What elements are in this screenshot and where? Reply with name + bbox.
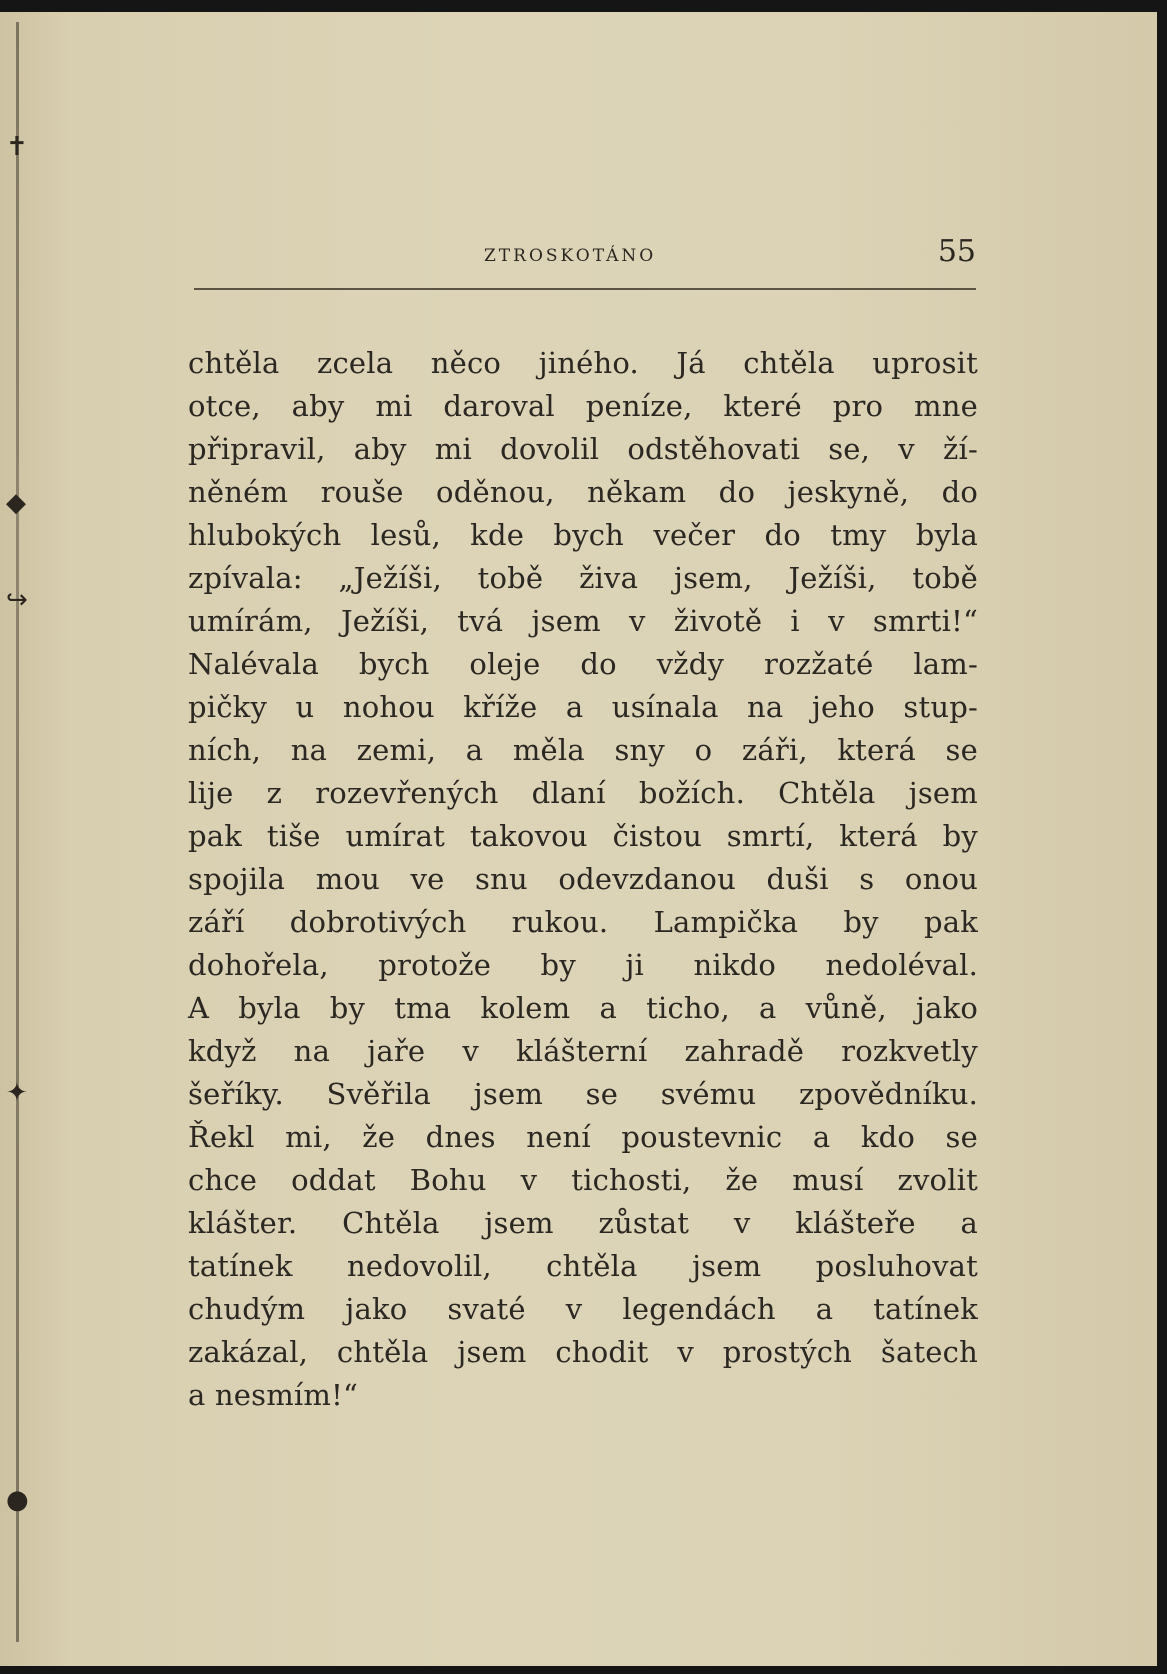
header-rule bbox=[194, 288, 976, 290]
text-line: hlubokých lesů, kde bych večer do tmy byla bbox=[188, 518, 978, 552]
text-line: chudým jako svaté v legendách a tatínek bbox=[188, 1292, 978, 1326]
text-line: chtěla zcela něco jiného. Já chtěla uprosit bbox=[188, 346, 978, 380]
text-line: šeříky. Svěřila jsem se svému zpovědníku. bbox=[188, 1077, 978, 1111]
binding-edge bbox=[16, 22, 19, 1642]
binding-mark: ✝ bbox=[6, 132, 28, 162]
text-line: otce, aby mi daroval peníze, které pro mne bbox=[188, 389, 978, 423]
text-line: Řekl mi, že dnes není poustevnic a kdo se bbox=[188, 1120, 978, 1154]
text-line: zpívala: „Ježíši, tobě živa jsem, Ježíši, tobě bbox=[188, 561, 978, 595]
binding-mark: ✦ bbox=[6, 1078, 28, 1108]
binding-mark: ◆ bbox=[6, 488, 26, 518]
text-line: A byla by tma kolem a ticho, a vůně, jako bbox=[188, 991, 978, 1025]
text-line: když na jaře v klášterní zahradě rozkvetly bbox=[188, 1034, 978, 1068]
scanned-page bbox=[0, 12, 1157, 1666]
text-line: zakázal, chtěla jsem chodit v prostých šatech bbox=[188, 1335, 978, 1369]
binding-mark: ↪ bbox=[6, 585, 28, 615]
text-line: pak tiše umírat takovou čistou smrtí, která by bbox=[188, 819, 978, 853]
text-line: dohořela, protože by ji nikdo nedoléval. bbox=[188, 948, 978, 982]
text-line: lije z rozevřených dlaní božích. Chtěla jsem bbox=[188, 776, 978, 810]
binding-mark: ● bbox=[6, 1485, 29, 1515]
body-text bbox=[188, 342, 978, 1417]
text-line: ních, na zemi, a měla sny o záři, která se bbox=[188, 733, 978, 767]
text-line: klášter. Chtěla jsem zůstat v klášteře a bbox=[188, 1206, 978, 1240]
text-line: Nalévala bych oleje do vždy rozžaté lam- bbox=[188, 647, 978, 681]
running-title: ZTROSKOTÁNO bbox=[484, 246, 657, 266]
page-header bbox=[194, 234, 976, 274]
text-line: něném rouše oděnou, někam do jeskyně, do bbox=[188, 475, 978, 509]
text-line: připravil, aby mi dovolil odstěhovati se, v ží- bbox=[188, 432, 978, 466]
page-number: 55 bbox=[937, 234, 976, 269]
text-line: září dobrotivých rukou. Lampička by pak bbox=[188, 905, 978, 939]
text-line: pičky u nohou kříže a usínala na jeho stup- bbox=[188, 690, 978, 724]
text-line: umírám, Ježíši, tvá jsem v životě i v smrti!“ bbox=[188, 604, 978, 638]
text-line: tatínek nedovolil, chtěla jsem posluhovat bbox=[188, 1249, 978, 1283]
text-line: a nesmím!“ bbox=[188, 1378, 358, 1412]
text-line: chce oddat Bohu v tichosti, že musí zvolit bbox=[188, 1163, 978, 1197]
text-line: spojila mou ve snu odevzdanou duši s onou bbox=[188, 862, 978, 896]
